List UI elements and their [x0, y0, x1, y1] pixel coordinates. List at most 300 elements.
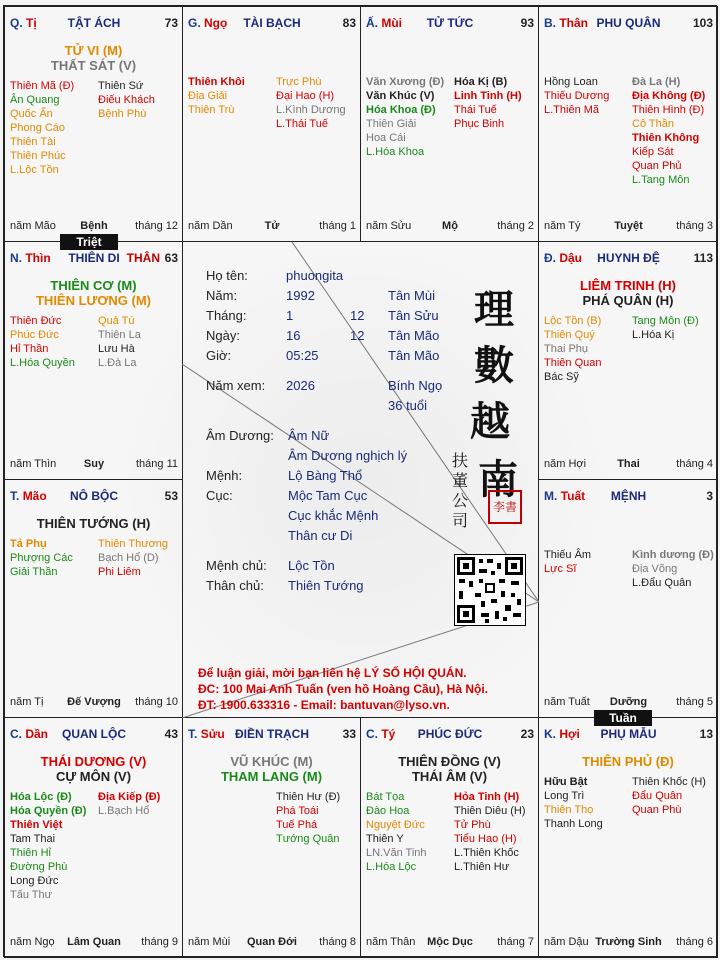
palace-suu: [182, 717, 361, 958]
minor-star[interactable]: Bạch Hổ (D): [98, 552, 159, 564]
palace-number: 63: [164, 251, 178, 265]
minor-star[interactable]: Tả Phụ: [10, 538, 47, 550]
minor-star[interactable]: Thiên Quan: [544, 357, 602, 369]
minor-star[interactable]: Bệnh Phù: [98, 108, 147, 120]
main-star[interactable]: VŨ KHÚC (M): [230, 754, 313, 769]
main-star[interactable]: THÁI ÂM (V): [411, 769, 488, 784]
minor-star[interactable]: L.Hóa Quyền: [10, 357, 75, 369]
palace-year: năm Tuất: [544, 696, 590, 708]
month-canchi: Tân Sửu: [388, 308, 439, 323]
main-star[interactable]: TỬ VI (M): [64, 43, 123, 58]
minor-star[interactable]: Văn Xương (Đ): [366, 76, 445, 88]
palace-footer: [366, 220, 534, 233]
minor-star[interactable]: Tiểu Hao (H): [454, 833, 517, 845]
palace-year: năm Mão: [10, 220, 56, 232]
palace-footer: [544, 220, 713, 233]
minor-star[interactable]: Long Đức: [10, 875, 59, 887]
minor-star[interactable]: Thiếu Dương: [544, 90, 610, 102]
minor-star[interactable]: Thiên Mã (Đ): [10, 80, 75, 92]
main-star[interactable]: THIÊN ĐỒNG (V): [398, 754, 501, 769]
minor-star[interactable]: Thiên Việt: [10, 819, 63, 831]
minor-star[interactable]: Đường Phù: [10, 861, 68, 873]
minor-star[interactable]: Phượng Các: [10, 552, 73, 564]
minor-star[interactable]: L.Thiên Mã: [544, 104, 600, 116]
left-star-column: [544, 314, 601, 384]
minor-star[interactable]: L.Đà La: [98, 357, 137, 369]
palace-name[interactable]: PHÚC ĐỨC: [417, 727, 483, 741]
minor-star[interactable]: Ân Quang: [10, 94, 60, 106]
left-star-column: [366, 75, 444, 159]
palace-stem: N.: [10, 251, 22, 265]
palace-mao: [4, 479, 183, 718]
minor-star[interactable]: Hóa Kị (B): [454, 76, 508, 88]
minor-star[interactable]: Đào Hoa: [366, 805, 410, 817]
age: 36 tuổi: [388, 398, 428, 413]
left-star-column: [10, 790, 86, 902]
palace-month: tháng 7: [497, 936, 534, 948]
minor-star[interactable]: Văn Khúc (V): [366, 90, 435, 102]
name-value: phuongita: [286, 268, 344, 283]
life-stage: Bệnh: [80, 220, 108, 232]
minor-star[interactable]: Hoa Cái: [366, 132, 406, 144]
palace-month: tháng 1: [319, 220, 356, 232]
palace-month: tháng 3: [676, 220, 713, 232]
minor-star[interactable]: Lực Sĩ: [544, 563, 577, 575]
viewyear-label: Năm xem:: [206, 378, 266, 393]
palace-number: 93: [520, 16, 534, 30]
menh-label: Mệnh:: [206, 468, 243, 483]
minor-star[interactable]: L.Thiên Hư: [454, 861, 510, 873]
palace-header: [544, 251, 713, 265]
palace-year: năm Ngọ: [10, 936, 55, 948]
minor-star[interactable]: Thanh Long: [544, 818, 603, 830]
minor-star[interactable]: Long Trì: [544, 790, 585, 802]
minor-star[interactable]: Hồng Loan: [544, 76, 598, 88]
palace-stem: Đ.: [544, 251, 556, 265]
life-stage: Quan Đới: [247, 936, 297, 948]
vertical-char-2: 董: [452, 471, 469, 490]
palace-stem: T.: [188, 727, 198, 741]
palace-number: 83: [342, 16, 356, 30]
palace-number: 73: [164, 16, 178, 30]
palace-header: [544, 489, 713, 503]
right-star-column: [276, 790, 340, 846]
main-stars: [5, 278, 182, 308]
minor-star[interactable]: Thiên Thọ: [544, 804, 594, 816]
palace-footer: [366, 936, 534, 949]
calligraphy-char-1: 理: [474, 286, 514, 333]
qr-code[interactable]: [454, 554, 526, 626]
main-star[interactable]: THIÊN LƯƠNG (M): [35, 293, 152, 308]
main-star[interactable]: THIÊN PHỦ (Đ): [582, 754, 674, 769]
minor-star[interactable]: Linh Tinh (H): [454, 90, 522, 102]
triet-tag: Triệt: [60, 234, 118, 250]
palace-tuat: [538, 479, 718, 718]
minor-star[interactable]: Thiếu Âm: [544, 549, 592, 561]
minor-star[interactable]: Thiên Không: [632, 132, 700, 144]
palace-hoi: [538, 717, 718, 958]
month-value-2: 12: [350, 308, 365, 323]
minor-star[interactable]: Thiên Hư (Đ): [276, 791, 341, 803]
palace-ngo: [182, 6, 361, 242]
cuc-label: Cục:: [206, 488, 233, 503]
palace-branch: Thân: [559, 16, 589, 30]
contact-line-1: Để luận giải, mời bạn liên hệ LÝ SỐ HỘI QUÁN.: [198, 666, 467, 680]
main-stars: [183, 754, 360, 784]
palace-name[interactable]: PHỤ MẪU: [600, 727, 657, 741]
minor-star[interactable]: L.Tang Môn: [632, 174, 690, 186]
cuc-value-2: Cục khắc Mệnh: [288, 508, 379, 523]
month-label: Tháng:: [206, 308, 247, 323]
palace-stem: K.: [544, 727, 556, 741]
minor-star[interactable]: Thiên Quý: [544, 329, 595, 341]
palace-name[interactable]: TÀI BẠCH: [243, 16, 301, 30]
palace-branch: Mùi: [381, 16, 403, 30]
minor-star[interactable]: Quan Phủ: [632, 160, 682, 172]
minor-star[interactable]: Hóa Quyền (Đ): [10, 805, 87, 817]
right-star-column: [632, 75, 705, 187]
palace-header: [544, 727, 713, 741]
right-star-column: [632, 775, 706, 817]
palace-branch: Dậu: [559, 251, 583, 265]
main-star[interactable]: THÁI DƯƠNG (V): [40, 754, 147, 769]
life-stage: Tử: [264, 220, 280, 232]
minor-star[interactable]: Bát Tọa: [366, 791, 405, 803]
minor-star[interactable]: Thiên Thương: [98, 538, 169, 550]
palace-branch: Thìn: [25, 251, 51, 265]
palace-header: [188, 727, 356, 741]
minor-star[interactable]: Tuế Phá: [276, 819, 318, 831]
palace-header: [544, 16, 713, 30]
minor-star[interactable]: L.Đẩu Quân: [632, 577, 692, 589]
minor-star[interactable]: Phúc Đức: [10, 329, 59, 341]
year-value: 1992: [286, 288, 315, 303]
minor-star[interactable]: L.Thái Tuế: [276, 118, 328, 130]
calligraphy-char-3: 越: [470, 398, 510, 445]
minor-star[interactable]: Thiên Hỉ: [10, 847, 51, 859]
viewyear-value: 2026: [286, 378, 315, 393]
palace-stem: G.: [188, 16, 201, 30]
minor-star[interactable]: Thiên Tài: [10, 136, 56, 148]
center-info: [182, 242, 539, 718]
palace-number: 103: [692, 16, 713, 30]
palace-branch: Ngọ: [204, 16, 228, 30]
palace-month: tháng 6: [676, 936, 713, 948]
main-star[interactable]: CỰ MÔN (V): [55, 769, 132, 784]
minor-star[interactable]: Kình dương (Đ): [632, 549, 714, 561]
palace-dan: [4, 717, 183, 958]
minor-star[interactable]: Đại Hao (H): [276, 90, 335, 102]
palace-number: 33: [342, 727, 356, 741]
minor-star[interactable]: Phong Cáo: [10, 122, 66, 134]
palace-stem: B.: [544, 16, 556, 30]
hour-label: Giờ:: [206, 348, 232, 363]
right-star-column: [98, 314, 141, 370]
palace-name[interactable]: TẬT ÁCH: [67, 16, 121, 30]
left-star-column: [366, 790, 427, 874]
palace-footer: [188, 936, 356, 949]
minor-star[interactable]: Địa Kiếp (Đ): [98, 791, 161, 803]
left-star-column: [10, 79, 74, 177]
vertical-char-4: 司: [452, 511, 469, 530]
main-stars: [539, 754, 717, 769]
minor-star[interactable]: Thiên Diêu (H): [454, 805, 526, 817]
palace-header: [10, 727, 178, 741]
left-star-column: [544, 775, 603, 831]
life-stage: Mộ: [442, 220, 458, 232]
hour-canchi: Tân Mão: [388, 348, 440, 363]
palace-year: năm Thân: [366, 936, 416, 948]
right-star-column: [454, 790, 526, 874]
minor-star[interactable]: Quốc Ấn: [10, 108, 53, 120]
amduong-value: Âm Nữ: [288, 428, 330, 443]
life-stage: Suy: [83, 458, 105, 470]
minor-star[interactable]: L.Lộc Tồn: [10, 164, 59, 176]
minor-star[interactable]: L.Hóa Lộc: [366, 861, 417, 873]
left-star-column: [10, 314, 75, 370]
minor-star[interactable]: Giải Thần: [10, 566, 58, 578]
minor-star[interactable]: Thiên Sứ: [98, 80, 144, 92]
palace-footer: [544, 696, 713, 709]
palace-year: năm Dần: [188, 220, 233, 232]
palace-month: tháng 8: [319, 936, 356, 948]
minor-star[interactable]: Kiếp Sát: [632, 146, 674, 158]
palace-month: tháng 9: [141, 936, 178, 948]
palace-name[interactable]: TỬ TỨC: [426, 16, 474, 30]
thanchu-label: Thân chủ:: [206, 578, 264, 593]
calligraphy-char-4: 南: [478, 456, 518, 503]
palace-header: [366, 16, 534, 30]
minor-star[interactable]: Tướng Quân: [276, 833, 340, 845]
minor-star[interactable]: Hỏa Tinh (H): [454, 791, 520, 803]
left-star-column: [188, 75, 245, 117]
minor-star[interactable]: Thiên Giải: [366, 118, 417, 130]
month-value: 1: [286, 308, 294, 323]
palace-year: năm Tý: [544, 220, 581, 232]
minor-star[interactable]: Hữu Bật: [544, 776, 588, 788]
contact-line-3[interactable]: ĐT: 1900.633316 - Email: bantuvan@lyso.vn.: [198, 698, 450, 712]
minor-star[interactable]: Tang Môn (Đ): [632, 315, 699, 327]
main-stars: [5, 754, 182, 784]
tuan-tag: Tuần: [594, 710, 652, 726]
main-star[interactable]: THẤT SÁT (V): [50, 58, 137, 73]
menhchu-label: Mệnh chủ:: [206, 558, 267, 573]
palace-header: [366, 727, 534, 741]
thanchu-value: Thiên Tướng: [288, 578, 364, 593]
minor-star[interactable]: L.Thiên Khốc: [454, 847, 519, 859]
palace-header: [10, 489, 178, 503]
main-stars: [5, 43, 182, 73]
minor-star[interactable]: Lộc Tồn (B): [544, 315, 602, 327]
palace-name[interactable]: QUAN LỘC: [62, 727, 126, 741]
life-stage: Mộc Dục: [427, 936, 473, 948]
red-seal: 李書: [488, 490, 522, 524]
left-star-column: [10, 537, 73, 579]
left-star-column: [544, 75, 609, 117]
name-label: Họ tên:: [206, 268, 248, 283]
palace-name[interactable]: PHU QUÂN: [596, 16, 661, 30]
life-stage: Tuyệt: [614, 220, 643, 232]
minor-star[interactable]: Địa Giải: [188, 90, 228, 102]
cuc-value: Mộc Tam Cục: [288, 488, 368, 503]
right-star-column: [276, 75, 346, 131]
minor-star[interactable]: Quan Phù: [632, 804, 682, 816]
life-stage: Dưỡng: [609, 696, 648, 708]
minor-star[interactable]: Nguyệt Đức: [366, 819, 425, 831]
minor-star[interactable]: Địa Không (Đ): [632, 90, 706, 102]
palace-footer: [544, 936, 713, 949]
palace-number: 53: [164, 489, 178, 503]
minor-star[interactable]: L.Kình Dương: [276, 104, 346, 116]
amduong-label: Âm Dương:: [206, 428, 274, 443]
hour-value: 05:25: [286, 348, 319, 363]
minor-star[interactable]: Phi Liêm: [98, 566, 141, 578]
palace-name[interactable]: THIÊN DI: [68, 251, 120, 265]
palace-mui: [360, 6, 539, 242]
minor-star[interactable]: L.Hóa Kị: [632, 329, 675, 341]
palace-header: [10, 251, 178, 265]
minor-star[interactable]: Địa Võng: [632, 563, 678, 575]
right-star-column: [454, 75, 522, 131]
right-star-column: [98, 79, 155, 121]
minor-star[interactable]: Lưu Hà: [98, 343, 135, 355]
palace-footer: [10, 220, 178, 233]
minor-star[interactable]: Phá Toái: [276, 805, 319, 817]
minor-star[interactable]: L.Bạch Hổ: [98, 805, 150, 817]
day-value: 16: [286, 328, 301, 343]
palace-year: năm Dậu: [544, 936, 589, 948]
palace-month: tháng 12: [135, 220, 178, 232]
viewyear-canchi: Bính Ngọ: [388, 378, 443, 393]
menhchu-value: Lộc Tồn: [288, 558, 335, 573]
main-stars: [5, 516, 182, 531]
minor-star[interactable]: Thiên Y: [366, 833, 404, 845]
palace-ti: [4, 6, 183, 242]
cuc-value-3: Thân cư Di: [288, 528, 353, 543]
minor-star[interactable]: LN.Văn Tinh: [366, 847, 427, 859]
minor-star[interactable]: Hóa Khoa (Đ): [366, 104, 436, 116]
minor-star[interactable]: Thiên La: [98, 329, 141, 341]
palace-name[interactable]: NÔ BỘC: [70, 489, 118, 503]
minor-star[interactable]: Trực Phù: [276, 76, 322, 88]
main-star[interactable]: THIÊN CƠ (M): [50, 278, 137, 293]
minor-star[interactable]: Đà La (H): [632, 76, 681, 88]
minor-star[interactable]: Thiên Phúc: [10, 150, 66, 162]
life-stage: Đế Vượng: [67, 696, 121, 708]
main-star[interactable]: THAM LANG (M): [220, 769, 323, 784]
palace-footer: [10, 936, 178, 949]
minor-star[interactable]: Cô Thần: [632, 118, 674, 130]
than-marker: THÂN: [126, 251, 160, 265]
main-star[interactable]: PHÁ QUÂN (H): [582, 293, 674, 308]
palace-branch: Hợi: [559, 727, 580, 741]
palace-stem: C.: [10, 727, 22, 741]
right-star-column: [98, 537, 168, 579]
minor-star[interactable]: Tam Thai: [10, 833, 56, 845]
amduong-value-2: Âm Dương nghịch lý: [288, 448, 408, 463]
palace-branch: Dần: [25, 727, 49, 741]
minor-star[interactable]: L.Hóa Khoa: [366, 146, 425, 158]
palace-name[interactable]: ĐIỀN TRẠCH: [235, 727, 309, 741]
palace-footer: [544, 458, 713, 471]
palace-footer: [10, 458, 178, 471]
palace-dau: [538, 241, 718, 480]
palace-stem: C.: [366, 727, 378, 741]
horoscope-board: [3, 5, 717, 957]
palace-name[interactable]: MỆNH: [610, 489, 647, 503]
palace-branch: Mão: [22, 489, 47, 503]
minor-star[interactable]: Điếu Khách: [98, 94, 155, 106]
minor-star[interactable]: Thiên Hình (Đ): [632, 104, 705, 116]
day-value-2: 12: [350, 328, 365, 343]
minor-star[interactable]: Thiên Khốc (H): [632, 776, 706, 788]
palace-footer: [188, 220, 356, 233]
minor-star[interactable]: Thái Tuế: [454, 104, 497, 116]
vertical-char-3: 公: [452, 491, 469, 510]
minor-star[interactable]: Tấu Thư: [10, 889, 53, 901]
palace-stem: M.: [544, 489, 558, 503]
palace-thin: [4, 241, 183, 480]
right-star-column: [98, 790, 160, 818]
palace-number: 43: [164, 727, 178, 741]
year-label: Năm:: [206, 288, 238, 303]
minor-star[interactable]: Bác Sỹ: [544, 371, 579, 383]
right-star-column: [632, 314, 699, 342]
menh-value: Lộ Bàng Thổ: [288, 468, 363, 483]
main-star[interactable]: THIÊN TƯỚNG (H): [36, 516, 151, 531]
minor-star[interactable]: Phục Binh: [454, 118, 505, 130]
minor-star[interactable]: Đẩu Quân: [632, 790, 683, 802]
palace-ty: [360, 717, 539, 958]
minor-star[interactable]: Hóa Lộc (Đ): [10, 791, 72, 803]
minor-star[interactable]: Thai Phụ: [544, 343, 589, 355]
palace-stem: Ấ.: [366, 16, 378, 30]
main-stars: [539, 278, 717, 308]
palace-month: tháng 11: [135, 458, 178, 470]
palace-stem: Q.: [10, 16, 23, 30]
palace-month: tháng 10: [135, 696, 178, 708]
palace-number: 23: [520, 727, 534, 741]
palace-branch: Tị: [26, 16, 37, 30]
palace-number: 13: [699, 727, 713, 741]
palace-header: [188, 16, 356, 30]
palace-name[interactable]: HUYNH ĐỆ: [597, 251, 660, 265]
palace-branch: Sửu: [200, 727, 225, 741]
minor-star[interactable]: Hỉ Thần: [10, 343, 49, 355]
day-canchi: Tân Mão: [388, 328, 440, 343]
minor-star[interactable]: Thiên Đức: [10, 315, 62, 327]
palace-footer: [10, 696, 178, 709]
palace-number: 113: [693, 251, 713, 265]
minor-star[interactable]: Quả Tú: [98, 315, 135, 327]
year-canchi: Tân Mùi: [388, 288, 435, 303]
palace-month: tháng 4: [676, 458, 713, 470]
palace-number: 3: [706, 489, 713, 503]
palace-year: năm Thìn: [10, 458, 57, 470]
palace-header: [10, 16, 178, 30]
palace-month: tháng 5: [676, 696, 713, 708]
minor-star[interactable]: Thiên Khôi: [188, 76, 245, 88]
minor-star[interactable]: Thiên Trù: [188, 104, 235, 116]
main-star[interactable]: LIÊM TRINH (H): [579, 278, 677, 293]
palace-than: [538, 6, 718, 242]
calligraphy-char-2: 數: [474, 342, 514, 389]
life-stage: Thai: [617, 458, 640, 470]
minor-star[interactable]: Tử Phù: [454, 819, 491, 831]
contact-line-2: ĐC: 100 Mai Anh Tuấn (ven hồ Hoàng Cầu), Hà Nội.: [198, 682, 489, 696]
name-row: [206, 268, 248, 283]
life-stage: Trường Sinh: [595, 936, 662, 948]
